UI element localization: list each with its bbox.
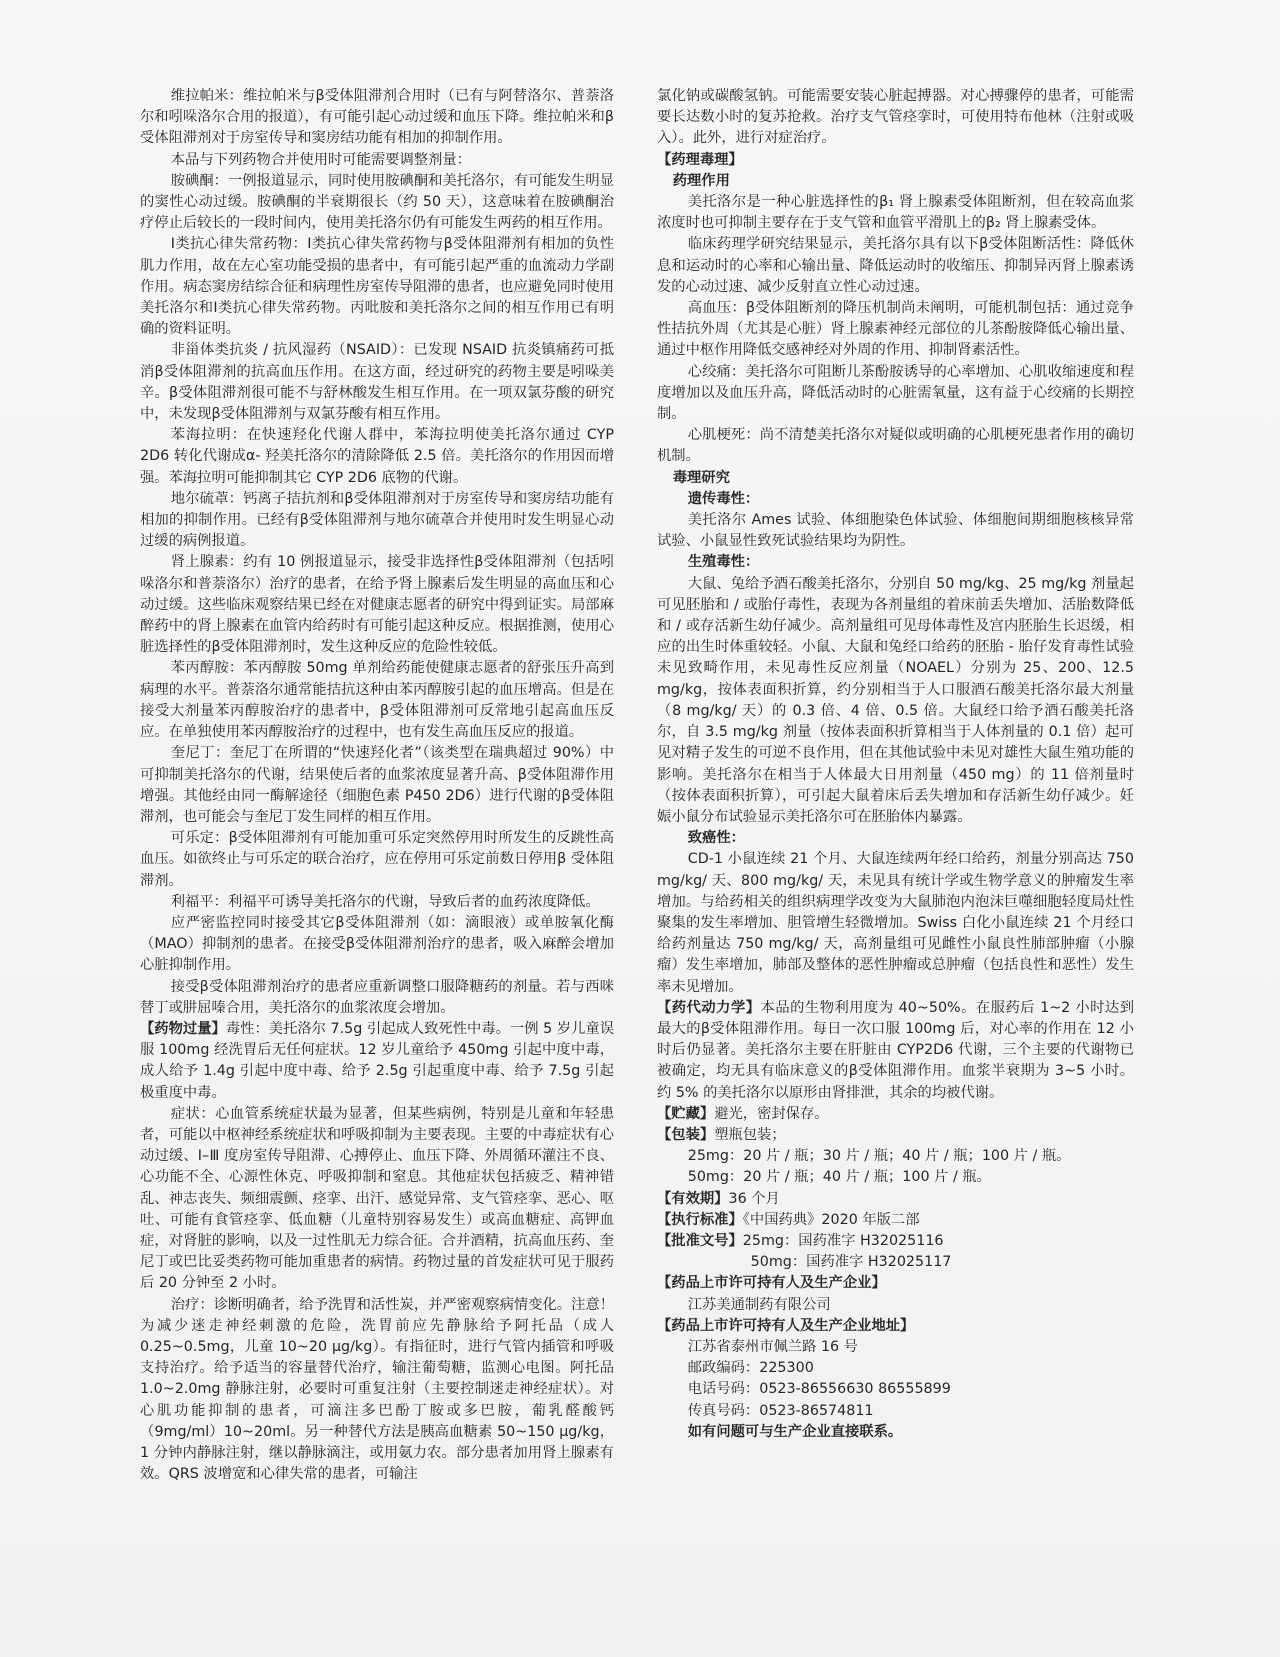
contact-note: 如有问题可与生产企业直接联系。: [687, 1423, 903, 1440]
rifampicin-paragraph: 利福平：利福平可诱导美托洛尔的代谢，导致后者的血药浓度降低。: [170, 893, 600, 910]
validity-heading: 【有效期】: [657, 1190, 729, 1207]
storage-text: 避光，密封保存。: [714, 1105, 829, 1122]
storage-section: [657, 1104, 1134, 1125]
package-heading: 【包装】: [657, 1126, 715, 1143]
genotoxicity-heading: 遗传毒性：: [687, 490, 760, 507]
myocardial-infarction-paragraph: 心肌梗死：尚不清楚美托洛尔对疑似或明确的心肌梗死患者作用的确切机制。: [657, 427, 1134, 465]
selectivity-paragraph: 美托洛尔是一种心脏选择性的β₁ 肾上腺素受体阻断剂，但在较高血浆浓度时也可抑制主要存在于支气管和血管平滑肌上的β₂ 肾上腺素受体。: [657, 194, 1134, 232]
package-25mg: 25mg：20 片 / 瓶；30 片 / 瓶；40 片 / 瓶；100 片 / 瓶。: [687, 1148, 1071, 1165]
standard-heading: 【执行标准】: [657, 1211, 743, 1228]
nsaid-paragraph: 非甾体类抗炎 / 抗风湿药（NSAID）：已发现 NSAID 抗炎镇痛药可抵消β受体阻滞剂的抗高血压作用。在这方面，经过研究的药物主要是吲哚美辛。β受体阻滞剂很可能不与舒林酸发生相互作用。在一项双氯芬酸的研究中，未发现β受体阻滞剂与双氯芬酸有相互作用。: [140, 342, 614, 423]
approval-section: [657, 1231, 1134, 1252]
overdose-heading: 【药物过量】: [140, 1020, 226, 1037]
treatment-continued-paragraph: 氯化钠或碳酸氢钠。可能需要安装心脏起搏器。对心搏骤停的患者，可能需要长达数小时的复苏抢救。治疗支气管痉挛时，可使用特布他林（注射或吸入）。此外，进行对症治疗。: [657, 88, 1134, 147]
holder-name: 江苏美通制药有限公司: [687, 1296, 831, 1313]
address-heading: 【药品上市许可持有人及生产企业地址】: [657, 1317, 915, 1334]
phone-number: 电话号码：0523-86556630 86555899: [687, 1381, 951, 1398]
pharmacokinetics-heading: 【药代动力学】: [657, 999, 761, 1016]
clonidine-paragraph: 可乐定：β受体阻滞剂有可能加重可乐定突然停用时所发生的反跳性高血压。如欲终止与可乐定的联合治疗，应在停用可乐定前数日停用β 受体阻滞剂。: [140, 830, 614, 889]
approval-heading: 【批准文号】: [657, 1232, 743, 1249]
pharmacokinetics-section: [657, 998, 1134, 1104]
zip-code: 邮政编码：225300: [687, 1360, 814, 1377]
overdose-section: [140, 1019, 614, 1104]
validity-section: [657, 1189, 1134, 1210]
carcinogenicity-paragraph: CD-1 小鼠连续 21 个月、大鼠连续两年经口给药，剂量分别高达 750 mg/kg/ 天、800 mg/kg/ 天，未见具有统计学或生物学意义的肿瘤发生率增加。与给药相关的组织病理学改变为大鼠肺泡内泡沫巨噬细胞轻度局灶性聚集的发生率增加、胆管增生轻微增加。Swiss 白化小鼠连续 21 个月经口给药剂量达 750 mg/kg/ 天，高剂量组可见雌性小鼠良性肺部肿瘤（小腺瘤）发生率增加，肺部及整体的恶性肿瘤或总肿瘤（包括良性和恶性）发生率未见增加。: [657, 851, 1134, 995]
package-text: 塑瓶包装；: [714, 1126, 786, 1143]
reproductive-toxicity-heading: 生殖毒性：: [687, 554, 760, 571]
pharmacology-action-heading: 药理作用: [672, 172, 730, 189]
angina-paragraph: 心绞痛：美托洛尔可阻断儿茶酚胺诱导的心率增加、心肌收缩速度和程度增加以及血压升高，降低活动时的心脏需氧量，这有益于心绞痛的长期控制。: [657, 363, 1134, 423]
diphenhydramine-paragraph: 苯海拉明：在快速羟化代谢人群中，苯海拉明使美托洛尔通过 CYP 2D6 转化代谢成α- 羟美托洛尔的清除降低 2.5 倍。美托洛尔的作用因而增强。苯海拉明可能抑制其它 CYP 2D6 底物的代谢。: [140, 427, 614, 486]
left-column: [140, 86, 614, 1485]
hypertension-paragraph: 高血压：β受体阻断剂的降压机制尚未阐明，可能机制包括：通过竞争性拮抗外周（尤其是心脏）肾上腺素神经元部位的儿茶酚胺降低心输出量、通过中枢作用降低交感神经对外周的作用、抑制肾素活性。: [657, 300, 1134, 359]
standard-text: 《中国药典》2020 年版二部: [742, 1211, 920, 1228]
dose-adjust-intro: 本品与下列药物合并使用时可能需要调整剂量：: [170, 151, 471, 168]
genotoxicity-paragraph: 美托洛尔 Ames 试验、体细胞染色体试验、体细胞间期细胞核核异常试验、小鼠显性致死试验结果均为阴性。: [657, 512, 1134, 550]
approval-25mg: 25mg：国药准字 H32025116: [742, 1232, 944, 1249]
verapamil-paragraph: 维拉帕米：维拉帕米与β受体阻滞剂合用时（已有与阿替洛尔、普萘洛尔和吲哚洛尔合用的报道），有可能引起心动过缓和血压下降。维拉帕米和β受体阻滞剂对于房室传导和窦房结功能有相加的抑制作用。: [140, 88, 614, 147]
package-section: [657, 1125, 1134, 1146]
address-text: 江苏省泰州市佩兰路 16 号: [687, 1338, 858, 1355]
standard-section: [657, 1210, 1134, 1231]
package-50mg: 50mg：20 片 / 瓶；40 片 / 瓶；100 片 / 瓶。: [687, 1169, 991, 1186]
phenylpropanolamine-paragraph: 苯丙醇胺：苯丙醇胺 50mg 单剂给药能使健康志愿者的舒张压升高到病理的水平。普萘洛尔通常能拮抗这种由苯丙醇胺引起的血压增高。但是在接受大剂量苯丙醇胺治疗的患者中，β受体阻滞剂可反常地引起高血压反应。在单独使用苯丙醇胺治疗的过程中，也有发生高血压反应的报道。: [140, 660, 614, 741]
diltiazem-paragraph: 地尔硫䓬：钙离子拮抗剂和β受体阻滞剂对于房室传导和窦房结功能有相加的抑制作用。已经有β受体阻滞剂与地尔硫䓬合并使用时发生明显心动过缓的病例报道。: [140, 490, 614, 550]
storage-heading: 【贮藏】: [657, 1105, 715, 1122]
overdose-symptoms-paragraph: 症状：心血管系统症状最为显著，但某些病例，特别是儿童和年轻患者，可能以中枢神经系统症状和呼吸抑制为主要表现。主要的中毒症状有心动过缓、Ⅰ–Ⅲ 度房室传导阻滞、心搏停止、血压下降、外周循环灌注不良、心功能不全、心源性休克、呼吸抑制和窒息。其他症状包括疲乏、精神错乱、神志丧失、频细震颤、痉挛、出汗、感觉异常、支气管痉挛、恶心、呕吐、可能有食管痉挛、低血糖（儿童特别容易发生）或高血糖症、高钾血症，对肾脏的影响，以及一过性肌无力综合征。合并酒精，抗高血压药、奎尼丁或巴比妥类药物可能加重患者的病情。药物过量的首发症状可见于服药后 20 分钟至 2 小时。: [140, 1105, 614, 1292]
quinidine-paragraph: 奎尼丁：奎尼丁在所谓的“快速羟化者”（该类型在瑞典超过 90%）中可抑制美托洛尔的代谢，结果使后者的血浆浓度显著升高、β受体阻滞作用增强。其他经由同一酶解途径（细胞色素 P450 2D6）进行代谢的β受体阻滞剂，也可能会与奎尼丁发生同样的相互作用。: [140, 745, 614, 825]
reproductive-toxicity-paragraph: 大鼠、兔给予酒石酸美托洛尔，分别自 50 mg/kg、25 mg/kg 剂量起可见胚胎和 / 或胎仔毒性，表现为各剂量组的着床前丢失增加、活胎数降低和 / 或存活新生幼仔减少。高剂量组可见母体毒性及宫内胚胎生长迟缓，相应的出生时体重较轻。小鼠、大鼠和兔经口给药的胚胎 - 胎仔发育毒性试验未见致畸作用，未见毒性反应剂量（NOAEL）分别为 25、200、12.5 mg/kg，按体表面积折算，约分别相当于人口服酒石酸美托洛尔最大剂量（8 mg/kg/ 天）的 0.3 倍、4 倍、0.5 倍。大鼠经口给予酒石酸美托洛尔，自 3.5 mg/kg 剂量（按体表面积折算相当于人体剂量的 0.1 倍）起可见对精子发生的可逆不良作用，但在其他试验中未见对雄性大鼠生殖功能的影响。美托洛尔在相当于人体最大日用剂量（450 mg）的 11 倍剂量时（按体表面积折算），可引起大鼠着床后丢失增加和存活新生幼仔减少。妊娠小鼠分布试验显示美托洛尔可在胚胎体内暴露。: [657, 575, 1134, 825]
amiodarone-paragraph: 胺碘酮：一例报道显示，同时使用胺碘酮和美托洛尔，有可能发生明显的窦性心动过缓。胺碘酮的半衰期很长（约 50 天），这意味着在胺碘酮治疗停止后较长的一段时间内，使用美托洛尔仍有可能发生两药的相互作用。: [140, 172, 614, 232]
monitoring-paragraph: 应严密监控同时接受其它β受体阻滞剂（如：滴眼液）或单胺氧化酶（MAO）抑制剂的患者。在接受β受体阻滞剂治疗的患者，吸入麻醉会增加心脏抑制作用。: [140, 914, 614, 974]
overdose-toxicity-text: 毒性：美托洛尔 7.5g 引起成人致死性中毒。一例 5 岁儿童误服 100mg 经洗胃后无任何症状。12 岁儿童给予 450mg 引起中度中毒，成人给予 1.4g 引起中度中毒、给予 2.5g 引起重度中毒、给予 7.5g 引起极重度中毒。: [140, 1020, 614, 1101]
hypoglycemic-paragraph: 接受β受体阻滞剂治疗的患者应重新调整口服降糖药的剂量。若与西咪替丁或肼屈嗪合用，美托洛尔的血浆浓度会增加。: [140, 978, 614, 1016]
validity-text: 36 个月: [728, 1190, 780, 1207]
toxicology-study-heading: 毒理研究: [672, 469, 730, 486]
fax-number: 传真号码：0523-86574811: [687, 1402, 874, 1419]
holder-heading: 【药品上市许可持有人及生产企业】: [657, 1275, 886, 1292]
clinical-pharmacology-paragraph: 临床药理学研究结果显示，美托洛尔具有以下β受体阻断活性：降低休息和运动时的心率和心输出量、降低运动时的收缩压、抑制异丙肾上腺素诱发的心动过速、减少反射直立性心动过速。: [657, 236, 1134, 295]
class-i-antiarrhythmic-paragraph: Ⅰ类抗心律失常药物：Ⅰ类抗心律失常药物与β受体阻滞剂有相加的负性肌力作用，故在左心室功能受损的患者中，有可能引起严重的血流动力学副作用。病态窦房结综合征和病理性房室传导阻滞的患者，也应避免同时使用美托洛尔和Ⅰ类抗心律失常药物。丙吡胺和美托洛尔之间的相互作用已有明确的资料证明。: [140, 236, 614, 338]
approval-50mg: 50mg：国药准字 H32025117: [750, 1254, 952, 1271]
pharmacology-toxicology-heading: 【药理毒理】: [657, 151, 743, 168]
overdose-treatment-paragraph: 治疗：诊断明确者，给予洗胃和活性炭，并严密观察病情变化。注意！为减少迷走神经刺激的危险，洗胃前应先静脉给予阿托品（成人 0.25~0.5mg，儿童 10~20 μg/kg）。有指征时，进行气管内插管和呼吸支持治疗。给予适当的容量替代治疗，输注葡萄糖，监测心电图。阿托品 1.0~2.0mg 静脉注射，必要时可重复注射（主要控制迷走神经症状）。对心肌功能抑制的患者，可滴注多巴酚丁胺或多巴胺，葡乳醛酸钙（9mg/ml）10~20ml。另一种替代方法是胰高血糖素 50~150 μg/kg，1 分钟内静脉注射，继以静脉滴注，或用氨力农。部分患者加用肾上腺素有效。QRS 波增宽和心律失常的患者，可输注: [140, 1296, 614, 1483]
right-column: [657, 86, 1134, 1443]
carcinogenicity-heading: 致癌性：: [687, 830, 745, 847]
pharmacokinetics-text: 本品的生物利用度为 40~50%。在服药后 1~2 小时达到最大的β受体阻滞作用。每日一次口服 100mg 后，对心率的作用在 12 小时后仍显著。美托洛尔主要在肝脏由 CYP2D6 代谢，三个主要的代谢物已被确定，均无具有临床意义的β受体阻滞作用。血浆半衰期为 3~5 小时。约 5% 的美托洛尔以原形由肾排泄，其余的均被代谢。: [657, 999, 1134, 1101]
epinephrine-paragraph: 肾上腺素：约有 10 例报道显示，接受非选择性β受体阻滞剂（包括吲哚洛尔和普萘洛尔）治疗的患者，在给予肾上腺素后发生明显的高血压和心动过缓。这些临床观察结果已经在对健康志愿者的研究中得到证实。局部麻醉药中的肾上腺素在血管内给药时有可能引起这种反应。根据推测，使用心脏选择性的β受体阻滞剂时，发生这种反应的危险性较低。: [140, 554, 614, 656]
